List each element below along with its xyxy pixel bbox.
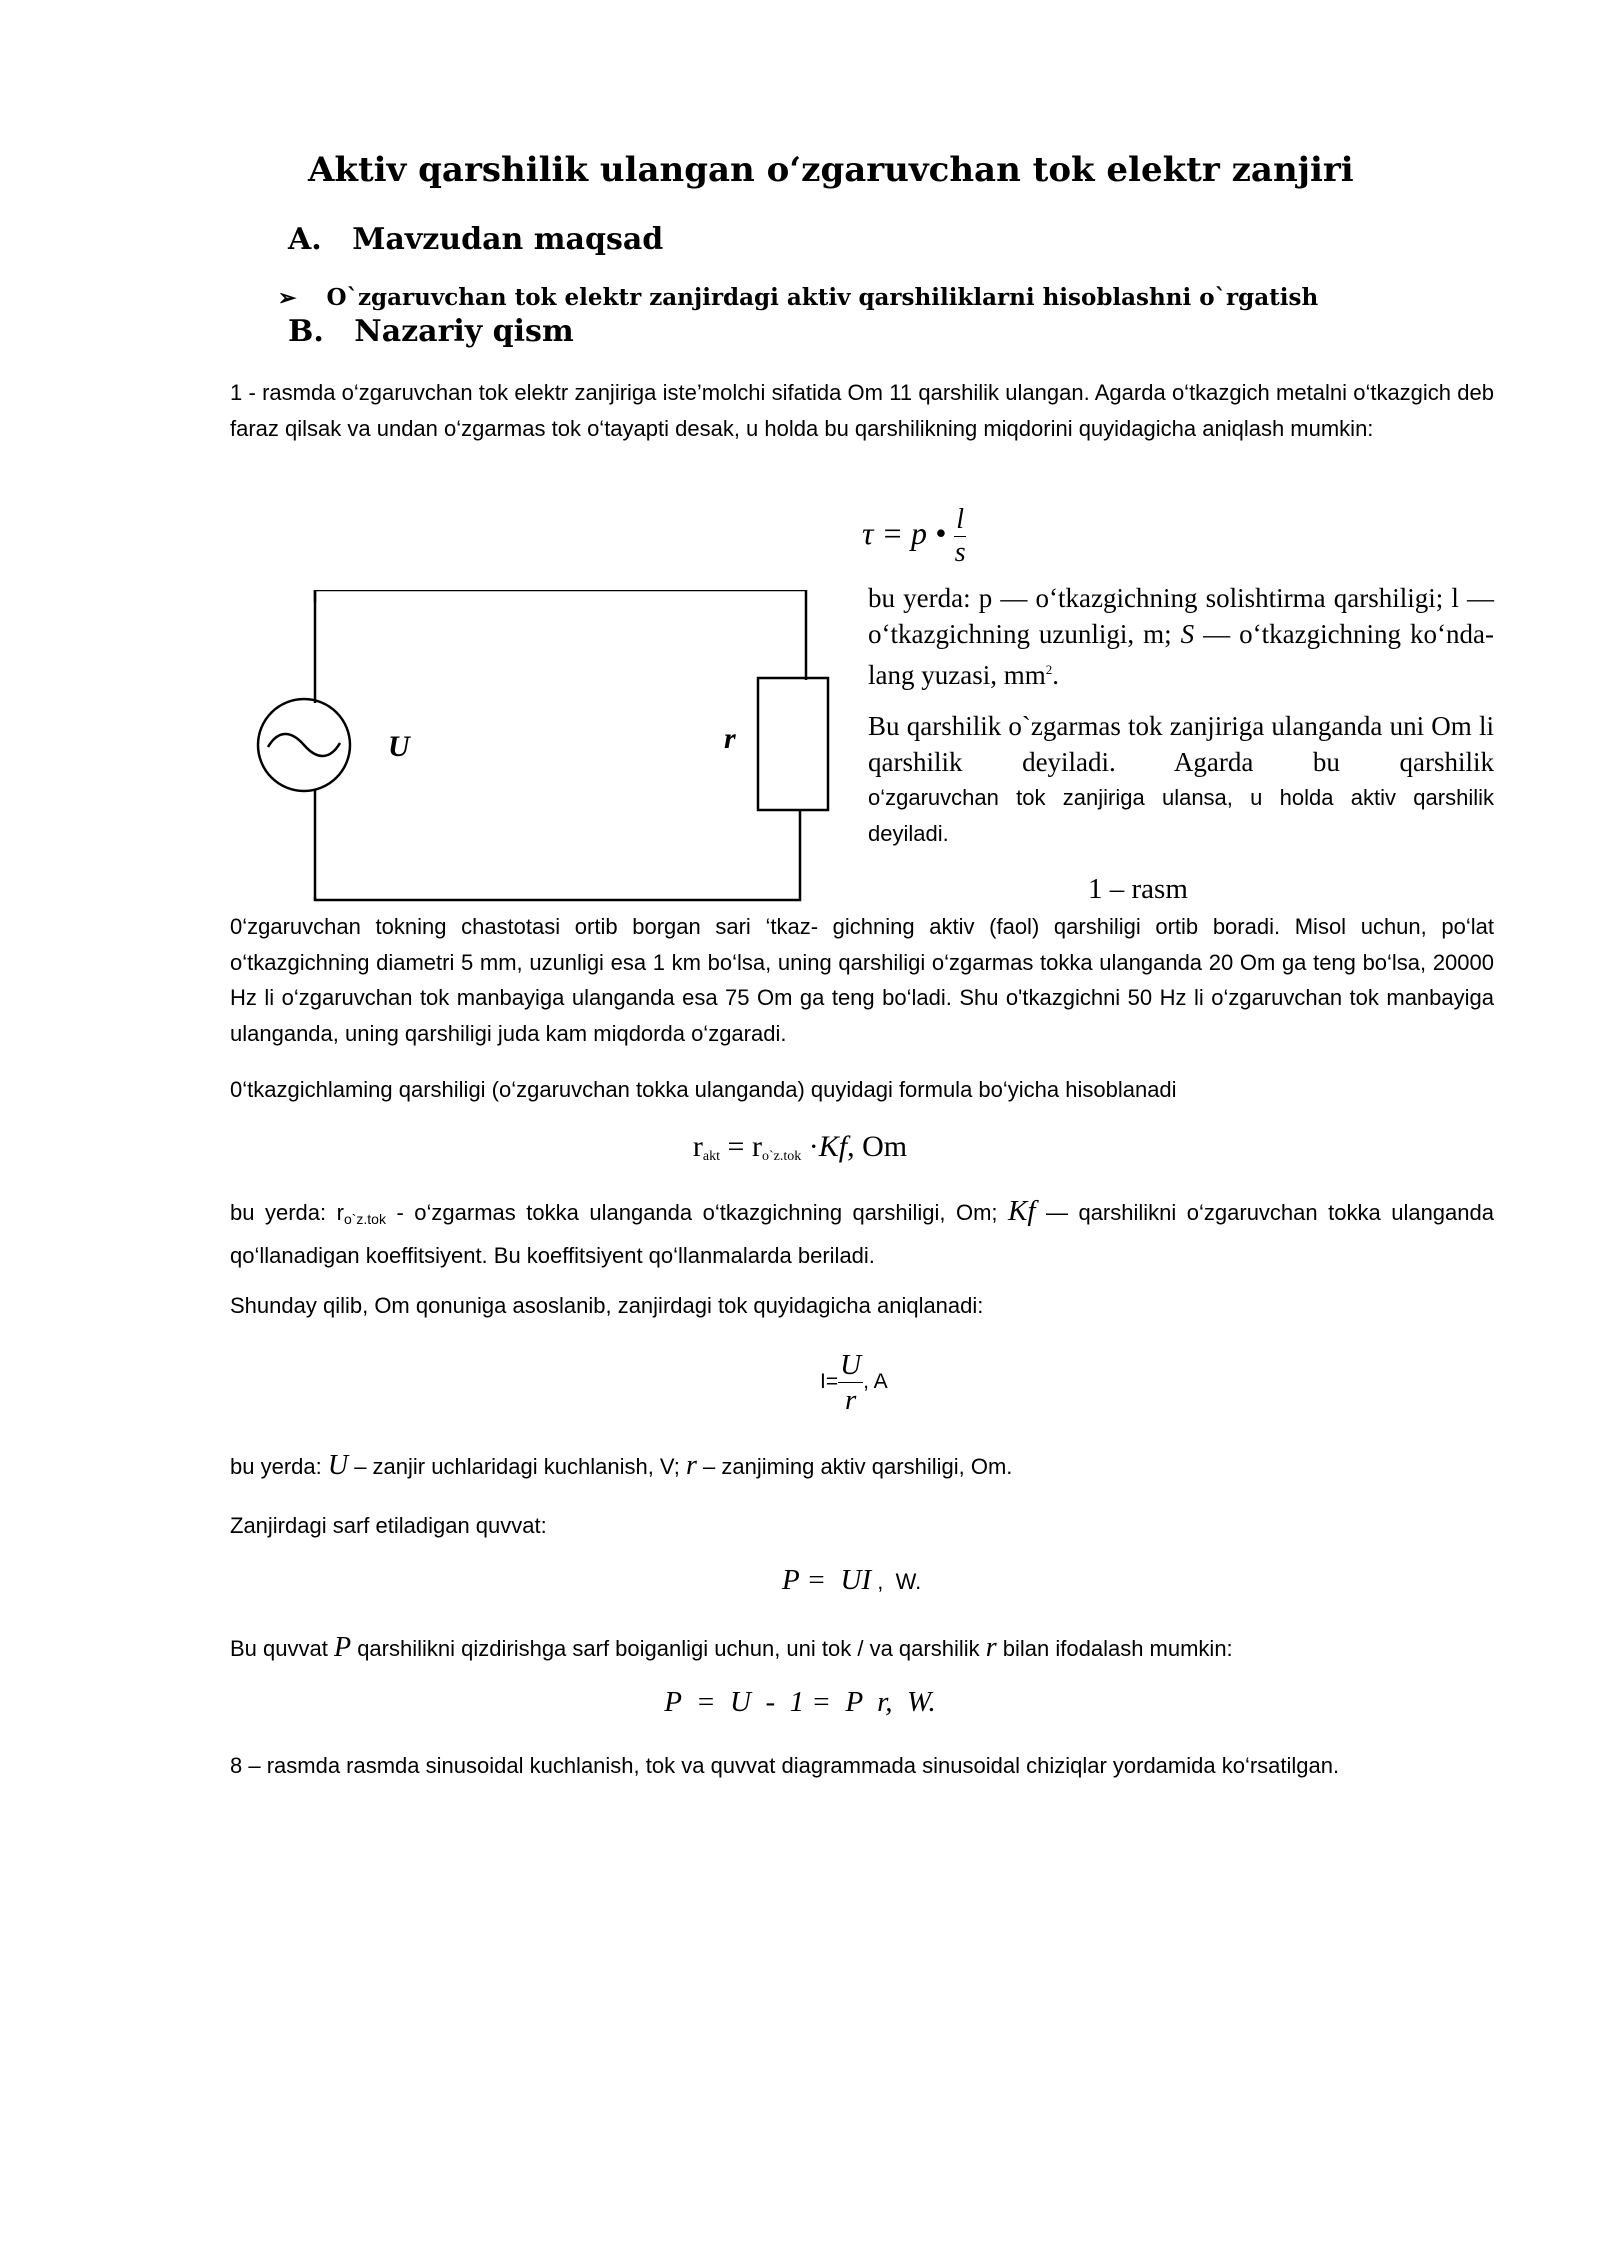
arrow-bullet-icon: ➢	[278, 285, 297, 311]
paragraph-formula-intro: 0‘tkazgichlaming qarshiligi (o‘zgaruvchan tokka ulanganda) quyidagi formula bo‘yicha hisoblanadi	[230, 1077, 1177, 1102]
p6-mid: – zanjir uchlaridagi kuchlanish, V;	[348, 1454, 680, 1479]
formula-current-lhs: I=	[820, 1370, 839, 1394]
formula-resistance-denominator: s	[954, 537, 966, 568]
p6-u: U	[327, 1450, 349, 1481]
paragraph-symbols	[230, 1448, 1494, 1485]
formula-current-unit: , A	[863, 1370, 888, 1394]
formula-sub-akt: akt	[702, 1149, 721, 1164]
p4-start: bu yerda: r	[230, 1200, 344, 1225]
p6-end: – zanjiming aktiv qarshiligi, Om.	[696, 1454, 1013, 1479]
formula-active-resistance	[0, 1130, 1600, 1165]
formula-current-fraction	[838, 1348, 863, 1417]
desc-part2: — o‘tkazgichning ko‘nda- lang yuzasi, mm	[868, 619, 1494, 690]
p8-start: Bu quvvat	[230, 1636, 328, 1661]
formula-current-numerator: U	[840, 1349, 862, 1381]
paragraph-power-intro: Zanjirdagi sarf etiladigan quvvat:	[230, 1513, 547, 1538]
formula-power-unit: , W.	[871, 1569, 922, 1594]
formula-current	[820, 1348, 888, 1417]
p8-r: r	[985, 1632, 997, 1663]
section-b-label: Nazariy qism	[354, 314, 574, 349]
goal-text: O`zgaruvchan tok elektr zanjirdagi aktiv qarshiliklarni hisoblashni o`rgatish	[326, 284, 1319, 311]
goal-item	[278, 284, 1318, 311]
formula-power-expression: P = UI	[782, 1564, 872, 1596]
section-a-letter: A.	[288, 222, 322, 257]
formula-dot: ·	[801, 1130, 819, 1163]
paragraph-coefficient	[230, 1194, 1494, 1273]
formula-resistance-description	[868, 580, 1494, 693]
dc-note-sans: o‘zgaruvchan tok zanjiriga ulansa, u holda aktiv qarshilik deyiladi.	[868, 785, 1494, 846]
p8-p: P	[333, 1632, 352, 1663]
page-title: Aktiv qarshilik ulangan o‘zgaruvchan tok elektr zanjiri	[308, 150, 1354, 190]
formula-resistance-numerator: l	[956, 504, 965, 535]
desc-end: .	[1052, 660, 1059, 690]
section-a-label: Mavzudan maqsad	[352, 222, 664, 257]
p4-end: — qarshilikni o‘zgaruvchan tokka ulanganda qo‘llanadigan koeffitsiyent. Bu koeffitsiyent qo‘llanmalarda beriladi.	[230, 1200, 1494, 1268]
desc-s-symbol: S	[1180, 619, 1195, 649]
p4-kf: Kf	[1008, 1195, 1036, 1227]
desc-exponent: 2	[1045, 662, 1053, 677]
formula-unit: , Om	[847, 1130, 908, 1163]
figure-caption: 1 – rasm	[1088, 873, 1188, 905]
formula-r: r	[692, 1130, 703, 1163]
circuit-diagram	[248, 590, 848, 910]
sine-wave-icon	[268, 734, 340, 756]
p6-r: r	[686, 1450, 697, 1481]
p8-mid: qarshilikni qizdirishga sarf boiganligi uchun, uni tok / va qarshilik	[351, 1636, 980, 1661]
circuit-top-wire	[315, 590, 806, 680]
circuit-bottom-wire	[315, 810, 800, 900]
section-b-letter: B.	[288, 314, 324, 349]
p4-sub: o`z.tok	[343, 1211, 386, 1227]
section-b-heading	[288, 314, 574, 349]
p8-end: bilan ifodalash mumkin:	[996, 1636, 1233, 1661]
label-voltage: U	[388, 730, 410, 763]
formula-eq: = r	[720, 1130, 762, 1163]
resistor-symbol	[758, 678, 828, 810]
p6-start: bu yerda:	[230, 1454, 322, 1479]
paragraph-power-expression	[230, 1630, 1494, 1667]
section-a-heading	[288, 222, 663, 257]
formula-resistance	[862, 504, 966, 569]
formula-resistance-fraction	[954, 504, 966, 569]
label-resistance: r	[724, 722, 736, 755]
paragraph-frequency: 0‘zgaruvchan tokning chastotasi ortib borgan sari ‘tkaz- gichning aktiv (faol) qarshiligi ortib boradi. Misol uchun, po‘lat o‘tkazgichning diametri 5 mm, uzunligi esa 1 km bo‘lsa, uning qarshiligi o‘zgarmas tokka ulanganda 20 Om ga teng bo‘lsa, 20000 Hz li o‘zgaruvchan tok manbayiga ulanganda esa 75 Om ga teng bo‘ladi. Shu o'tkazgichni 50 Hz li o‘zgaruvchan tok manbayiga ulanganda, uning qarshiligi juda kam miqdorda o‘zgaradi.	[230, 914, 1494, 1046]
p4-mid: - o‘zgarmas tokka ulanganda o‘tkazgichning qarshiligi, Om;	[385, 1200, 998, 1225]
formula-power-full: P = U - 1 = P r, W.	[664, 1686, 936, 1718]
formula-sub-oztok: o`z.tok	[761, 1149, 802, 1164]
formula-resistance-lhs: τ = p •	[862, 514, 947, 551]
paragraph-intro: 1 - rasmda o‘zgaruvchan tok elektr zanjiriga iste’molchi sifatida Om 11 qarshilik ulangan. Agarda o‘tkazgich metalni o‘tkazgich deb faraz qilsak va undan o‘zgarmas tok o‘tayapti desak, u holda bu qarshilikning miqdorini quyidagicha aniqlash mumkin:	[230, 380, 1494, 441]
desc-part1: bu yerda: p — o‘tkazgichning solishtirma qarshiligi; l — o‘tkazgichning uzunligi, m;	[868, 583, 1494, 649]
paragraph-diagram-reference: 8 – rasmda rasmda sinusoidal kuchlanish, tok va quvvat diagrammada sinusoidal chiziqlar yordamida ko‘rsatilgan.	[230, 1753, 1340, 1778]
formula-current-denominator: r	[844, 1384, 857, 1416]
paragraph-ohm-law: Shunday qilib, Om qonuniga asoslanib, zanjirdagi tok quyidagicha aniqlanadi:	[230, 1293, 984, 1318]
formula-kf: Kf	[818, 1130, 848, 1163]
formula-power	[782, 1564, 921, 1597]
dc-note-serif: Bu qarshilik o`zgarmas tok zanjiriga ulanganda uni Om li qarshilik deyiladi. Agarda bu qarshilik	[868, 711, 1494, 777]
